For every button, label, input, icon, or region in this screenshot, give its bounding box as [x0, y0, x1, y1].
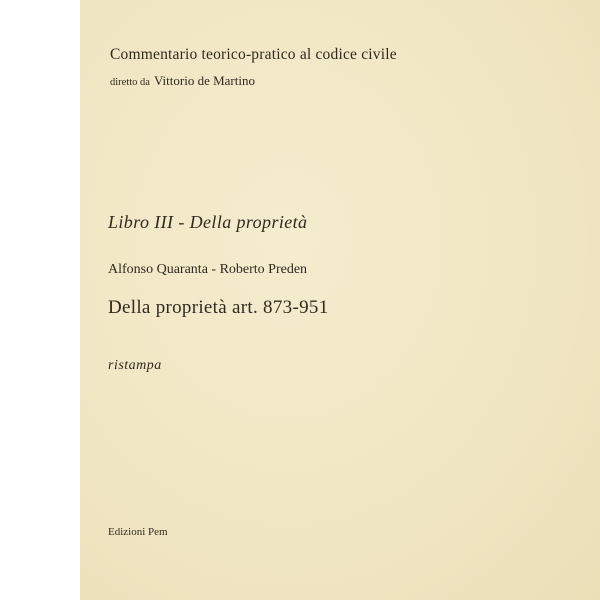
- director-name: Vittorio de Martino: [153, 73, 255, 88]
- authors: Alfonso Quaranta - Roberto Preden: [108, 262, 308, 277]
- book-title: Libro III - Della proprietà: [108, 212, 308, 232]
- series-title: Commentario teorico-pratico al codice civile: [110, 46, 397, 63]
- title-page: [80, 0, 600, 600]
- directed-by-prefix: diretto da: [110, 77, 150, 88]
- publisher: Edizioni Pem: [108, 526, 168, 538]
- directed-by-line: [110, 72, 255, 90]
- edition-note: ristampa: [108, 358, 162, 373]
- work-title: Della proprietà art. 873-951: [108, 297, 329, 318]
